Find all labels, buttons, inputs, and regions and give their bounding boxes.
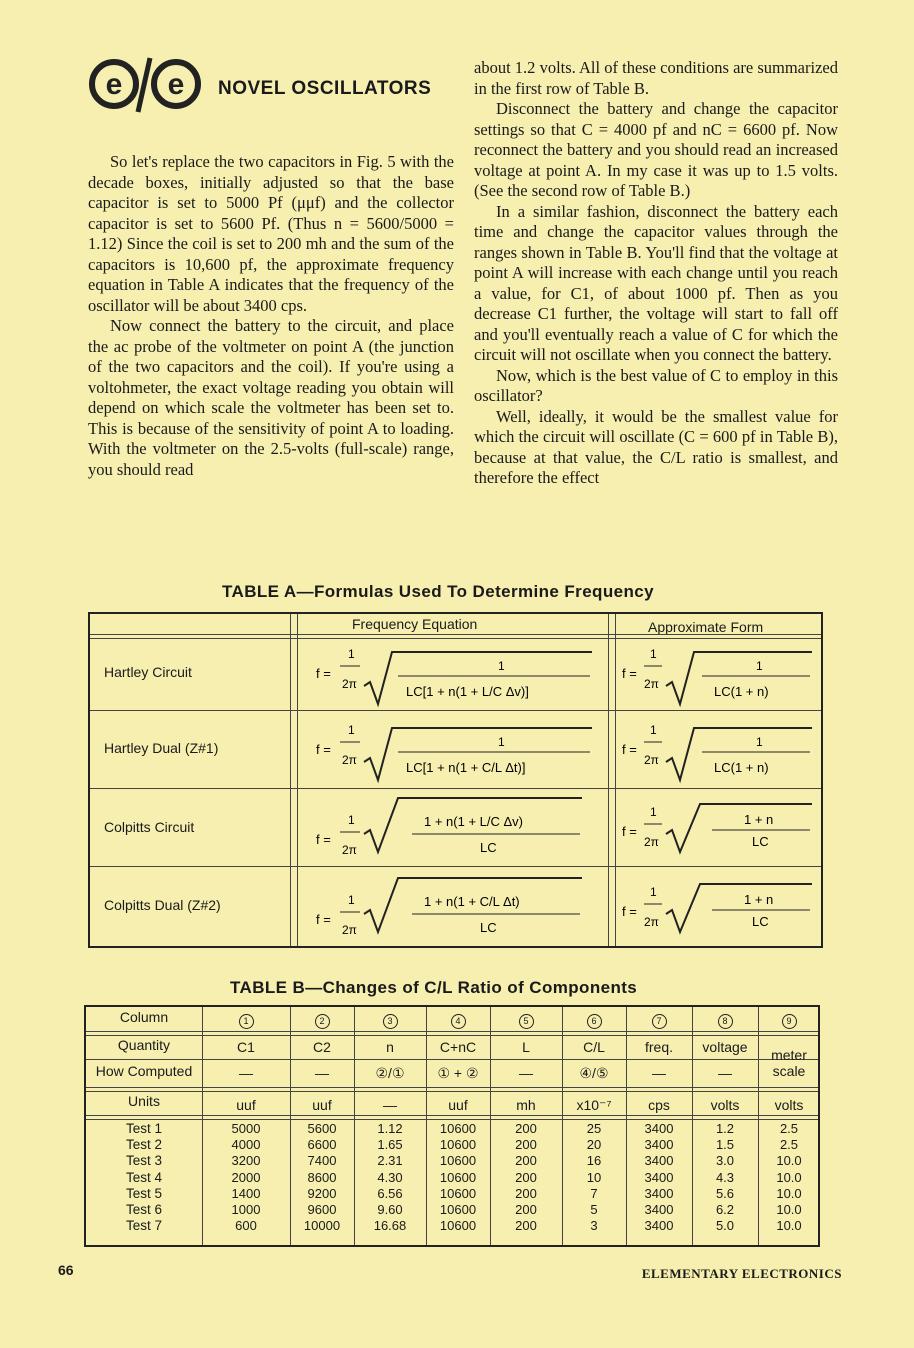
- quantity-cell: n: [386, 1039, 394, 1055]
- svg-text:1: 1: [348, 723, 355, 737]
- svg-text:1 + n(1 + L/C Δv): 1 + n(1 + L/C Δv): [424, 814, 524, 829]
- svg-text:f =: f =: [622, 904, 637, 919]
- column-number-badge: [626, 1011, 692, 1029]
- svg-text:f =: f =: [622, 824, 637, 839]
- svg-text:1 + n: 1 + n: [744, 892, 774, 907]
- table-a-row-label: Hartley Dual (Z#1): [104, 740, 219, 756]
- colpitts-dual-equation: [302, 872, 602, 944]
- svg-text:2π: 2π: [342, 843, 357, 857]
- data-column: [692, 1121, 758, 1234]
- table-b-row-label: Units: [128, 1093, 160, 1109]
- data-cell: 4000: [231, 1137, 261, 1153]
- test-label: Test 1: [125, 1121, 163, 1136]
- hartley-equation: [302, 642, 602, 708]
- svg-text:2π: 2π: [342, 923, 357, 937]
- data-cell: 10.0: [776, 1185, 802, 1201]
- data-cell: 10600: [439, 1202, 477, 1218]
- quantity-cell: C/L: [583, 1039, 605, 1055]
- units-cell: —: [383, 1097, 397, 1113]
- data-cell: 5600: [307, 1121, 337, 1136]
- svg-text:1 + n(1 + C/L Δt): 1 + n(1 + C/L Δt): [424, 894, 520, 909]
- table-b: [84, 1005, 820, 1247]
- colpitts-approx: [618, 794, 818, 864]
- data-cell: 200: [515, 1185, 537, 1201]
- svg-text:f =: f =: [316, 832, 331, 847]
- data-cell: 200: [515, 1153, 537, 1169]
- table-a-header-equation: Frequency Equation: [352, 616, 478, 632]
- units-cell: cps: [648, 1097, 670, 1113]
- logo-text: e/e: [88, 52, 90, 53]
- paragraph: Now connect the battery to the circuit, and place the ac probe of the voltmeter on point A (the junction of the two capacitors and the coil). If you're using a voltohmeter, the exact voltage reading you obtain will depend on which scale the voltmeter has been set to. This is because of the sensitivity of point A to loading. With the voltmeter on the 2.5-volts (full-scale) range, you should read: [88, 316, 454, 479]
- column-number-badge: [354, 1011, 426, 1029]
- quantity-cell: C+nC: [439, 1039, 477, 1055]
- units-cell: uuf: [236, 1097, 256, 1113]
- column-number: 6: [587, 1014, 602, 1029]
- column-number-badge: [202, 1011, 290, 1029]
- data-cell: 1.12: [377, 1121, 403, 1136]
- table-b-title: TABLE B—Changes of C/L Ratio of Components: [230, 978, 638, 997]
- svg-text:f =: f =: [316, 666, 331, 681]
- svg-text:LC[1 + n(1 + C/L Δt)]: LC[1 + n(1 + C/L Δt)]: [406, 760, 526, 775]
- data-column: [562, 1121, 626, 1234]
- svg-text:2π: 2π: [342, 753, 357, 767]
- data-cell: 600: [235, 1218, 257, 1234]
- paragraph: Well, ideally, it would be the smallest value for which the circuit will oscillate (C = 600 pf in Table B), because at that value, the C/L ratio is smallest, and therefore the effect: [474, 406, 838, 487]
- column-number: 4: [451, 1014, 466, 1029]
- quantity-cell: C1: [237, 1039, 255, 1055]
- test-label: Test 4: [125, 1169, 163, 1185]
- quantity-cell: freq.: [644, 1039, 673, 1055]
- data-cell: 16.68: [373, 1218, 407, 1234]
- data-cell: 5: [590, 1202, 598, 1218]
- units-cell: x10⁻⁷: [576, 1097, 612, 1113]
- data-cell: 4.30: [377, 1169, 403, 1185]
- data-cell: 25: [586, 1121, 602, 1136]
- paragraph: In a similar fashion, disconnect the battery each time and change the capacitor values through the ranges shown in Table B. You'll find that the voltage at point A will increase with each change until you reach a value, for C1, of about 1000 pf. Then as you decrease C1 further, the voltage will start to fall off and you'll eventually reach a value of C for which the circuit will not oscillate when you connect the battery.: [474, 201, 838, 364]
- data-cell: 3: [590, 1218, 598, 1234]
- quantity-cell: meter scale: [771, 1047, 807, 1079]
- column-number: 1: [239, 1014, 254, 1029]
- svg-text:LC: LC: [752, 914, 769, 929]
- table-a: [88, 612, 823, 948]
- data-cell: 5.6: [715, 1185, 735, 1201]
- svg-text:1: 1: [650, 647, 657, 661]
- table-a-title: TABLE A—Formulas Used To Determine Frequency: [222, 582, 654, 601]
- test-labels: [86, 1121, 202, 1234]
- svg-text:2π: 2π: [644, 753, 659, 767]
- data-cell: 2000: [231, 1169, 261, 1185]
- svg-text:1: 1: [650, 885, 657, 899]
- svg-text:1: 1: [348, 893, 355, 907]
- paragraph: So let's replace the two capacitors in Fig. 5 with the decade boxes, initially adjusted so that the base capacitor is set to 5000 Pf (μμf) and the collector capacitor is set to 5600 Pf. (Thus n = 5600/5000 = 1.12) Since the coil is set to 200 mh and the sum of the capacitors is 10,600 pf, the approximate frequency equation in Table A indicates that the frequency of the oscillator will be about 3400 cps.: [88, 152, 454, 315]
- svg-text:1: 1: [650, 723, 657, 737]
- column-number: 7: [652, 1014, 667, 1029]
- data-cell: 5000: [231, 1121, 261, 1136]
- hartley-dual-approx: [618, 718, 818, 784]
- data-cell: 10600: [439, 1185, 477, 1201]
- data-cell: 16: [586, 1153, 602, 1169]
- data-cell: 10.0: [776, 1153, 802, 1169]
- data-column: [426, 1121, 490, 1234]
- data-cell: 7: [590, 1185, 598, 1201]
- table-b-row-label: Column: [119, 1009, 169, 1025]
- svg-text:f =: f =: [316, 742, 331, 757]
- data-cell: 8600: [307, 1169, 337, 1185]
- svg-text:1: 1: [650, 805, 657, 819]
- table-b-row-label: Quantity: [117, 1037, 171, 1053]
- data-cell: 3.0: [715, 1153, 735, 1169]
- data-cell: 10000: [303, 1218, 341, 1234]
- quantity-cell: voltage: [702, 1039, 748, 1055]
- svg-text:1 + n: 1 + n: [744, 812, 774, 827]
- paragraph: Disconnect the battery and change the capacitor settings so that C = 4000 pf and nC = 6600 pf. Now reconnect the battery and you should read an increased voltage at point A. In my case it was up to 1.5 volts. (See the second row of Table B.): [474, 99, 838, 200]
- data-cell: 200: [515, 1137, 537, 1153]
- svg-text:2π: 2π: [644, 915, 659, 929]
- column-number: 5: [519, 1014, 534, 1029]
- data-cell: 3400: [644, 1121, 674, 1136]
- data-cell: 1000: [231, 1202, 261, 1218]
- svg-text:1: 1: [756, 659, 763, 673]
- data-cell: 6600: [307, 1137, 337, 1153]
- right-column: [474, 58, 838, 489]
- column-number-badge: [490, 1011, 562, 1029]
- units-cell: volts: [774, 1097, 804, 1113]
- data-column: [626, 1121, 692, 1234]
- column-number-badge: [758, 1011, 820, 1029]
- svg-text:2π: 2π: [644, 677, 659, 691]
- computed-cell: —: [718, 1065, 732, 1081]
- svg-text:f =: f =: [316, 912, 331, 927]
- computed-cell: ④/⑤: [579, 1065, 609, 1081]
- computed-cell: —: [315, 1065, 329, 1081]
- hartley-dual-equation: [302, 718, 602, 784]
- svg-text:LC(1 + n): LC(1 + n): [714, 684, 769, 699]
- svg-text:LC: LC: [480, 840, 497, 855]
- data-cell: 1.2: [715, 1121, 735, 1136]
- column-number: 9: [782, 1014, 797, 1029]
- svg-text:f =: f =: [622, 742, 637, 757]
- column-number: 2: [315, 1014, 330, 1029]
- data-cell: 3400: [644, 1185, 674, 1201]
- svg-text:f =: f =: [622, 666, 637, 681]
- data-cell: 200: [515, 1121, 537, 1136]
- left-column: [88, 152, 454, 480]
- data-cell: 4.3: [715, 1169, 735, 1185]
- column-number: 3: [383, 1014, 398, 1029]
- svg-text:1: 1: [348, 647, 355, 661]
- column-number-badge: [562, 1011, 626, 1029]
- data-cell: 3400: [644, 1153, 674, 1169]
- quantity-cell: L: [522, 1039, 530, 1055]
- units-cell: uuf: [312, 1097, 332, 1113]
- computed-cell: —: [652, 1065, 666, 1081]
- data-cell: 1400: [231, 1185, 261, 1201]
- units-cell: mh: [516, 1097, 536, 1113]
- ee-logo: [88, 52, 208, 116]
- data-cell: 10.0: [776, 1218, 802, 1234]
- data-cell: 200: [515, 1169, 537, 1185]
- table-b-row-label: How Computed: [95, 1063, 193, 1079]
- svg-text:LC[1 + n(1 + L/C Δv)]: LC[1 + n(1 + L/C Δv)]: [406, 684, 529, 699]
- svg-text:e: e: [167, 68, 185, 101]
- data-cell: 2.31: [377, 1153, 403, 1169]
- svg-text:2π: 2π: [644, 835, 659, 849]
- svg-text:LC(1 + n): LC(1 + n): [714, 760, 769, 775]
- data-cell: 1.5: [715, 1137, 735, 1153]
- computed-cell: —: [519, 1065, 533, 1081]
- column-number: 8: [718, 1014, 733, 1029]
- data-cell: 6.2: [715, 1202, 735, 1218]
- data-cell: 9600: [307, 1202, 337, 1218]
- data-cell: 9.60: [377, 1202, 403, 1218]
- colpitts-dual-approx: [618, 872, 818, 944]
- svg-text:2π: 2π: [342, 677, 357, 691]
- data-column: [354, 1121, 426, 1234]
- data-cell: 10600: [439, 1137, 477, 1153]
- data-cell: 200: [515, 1218, 537, 1234]
- test-label: Test 7: [125, 1218, 163, 1234]
- data-cell: 3400: [644, 1202, 674, 1218]
- section-title: NOVEL OSCILLATORS: [218, 78, 432, 99]
- data-cell: 10: [586, 1169, 602, 1185]
- data-column: [490, 1121, 562, 1234]
- magazine-name: ELEMENTARY ELECTRONICS: [641, 1266, 842, 1281]
- svg-text:1: 1: [498, 659, 505, 673]
- data-cell: 200: [515, 1202, 537, 1218]
- computed-cell: ① + ②: [437, 1065, 479, 1081]
- column-number-badge: [692, 1011, 758, 1029]
- svg-text:LC: LC: [480, 920, 497, 935]
- data-cell: 3400: [644, 1218, 674, 1234]
- data-cell: 10600: [439, 1153, 477, 1169]
- units-cell: uuf: [448, 1097, 468, 1113]
- data-column: [202, 1121, 290, 1234]
- hartley-approx: [618, 642, 818, 708]
- data-cell: 6.56: [377, 1185, 403, 1201]
- svg-text:e: e: [105, 68, 123, 101]
- data-cell: 2.5: [779, 1121, 799, 1136]
- data-cell: 10.0: [776, 1169, 802, 1185]
- test-label: Test 5: [125, 1185, 163, 1201]
- svg-text:1: 1: [348, 813, 355, 827]
- data-column: [758, 1121, 820, 1234]
- computed-cell: ②/①: [375, 1065, 405, 1081]
- paragraph: about 1.2 volts. All of these conditions are summarized in the first row of Table B.: [474, 58, 838, 98]
- data-cell: 2.5: [779, 1137, 799, 1153]
- data-cell: 7400: [307, 1153, 337, 1169]
- colpitts-equation: [302, 794, 602, 864]
- data-cell: 20: [586, 1137, 602, 1153]
- data-cell: 10.0: [776, 1202, 802, 1218]
- table-a-row-label: Hartley Circuit: [104, 664, 192, 680]
- data-cell: 3400: [644, 1169, 674, 1185]
- test-label: Test 6: [125, 1202, 163, 1218]
- data-cell: 1.65: [377, 1137, 403, 1153]
- table-a-header-approx: Approximate Form: [648, 619, 764, 635]
- test-label: Test 2: [125, 1137, 163, 1153]
- table-a-row-label: Colpitts Dual (Z#2): [104, 897, 221, 913]
- data-cell: 10600: [439, 1169, 477, 1185]
- data-cell: 10600: [439, 1121, 477, 1136]
- data-cell: 10600: [439, 1218, 477, 1234]
- test-label: Test 3: [125, 1153, 163, 1169]
- page-number: 66: [58, 1262, 74, 1278]
- paragraph: Now, which is the best value of C to employ in this oscillator?: [474, 365, 838, 405]
- units-cell: volts: [710, 1097, 740, 1113]
- svg-text:LC: LC: [752, 834, 769, 849]
- data-cell: 3200: [231, 1153, 261, 1169]
- data-column: [290, 1121, 354, 1234]
- column-number-badge: [290, 1011, 354, 1029]
- data-cell: 5.0: [715, 1218, 735, 1234]
- column-number-badge: [426, 1011, 490, 1029]
- svg-text:1: 1: [756, 735, 763, 749]
- data-cell: 9200: [307, 1185, 337, 1201]
- quantity-cell: C2: [313, 1039, 331, 1055]
- data-cell: 3400: [644, 1137, 674, 1153]
- computed-cell: —: [239, 1065, 253, 1081]
- svg-text:1: 1: [498, 735, 505, 749]
- table-a-row-label: Colpitts Circuit: [104, 819, 195, 835]
